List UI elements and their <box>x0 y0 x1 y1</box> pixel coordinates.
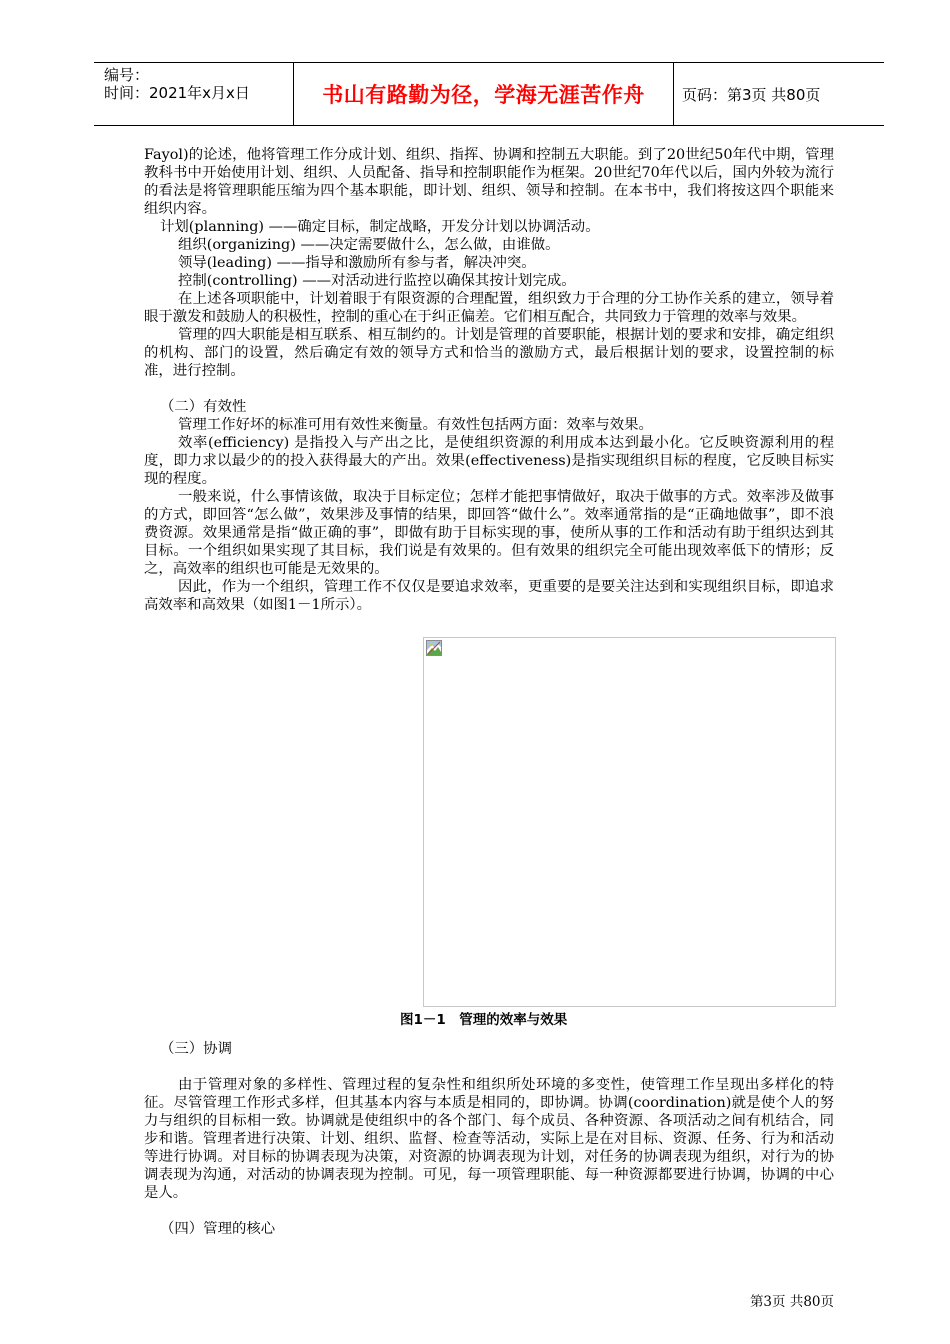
paragraph-conclusion: 因此，作为一个组织，管理工作不仅仅是要追求效率，更重要的是要关注达到和实现组织目标，即追求高效率和高效果（如图1－1所示）。 <box>144 579 834 613</box>
section-heading-effectiveness: （二）有效性 <box>160 399 247 415</box>
header-motto: 书山有路勤为径，学海无涯苦作舟 <box>322 83 645 107</box>
paragraph-efficiency-definition: 效率(efficiency) 是指投入与产出之比，是使组织资源的利用成本达到最小化。它反映资源利用的程度，即力求以最少的的投入获得最大的产出。效果(effectiveness)是指实现组织目标的程度，它反映目标实现的程度。 <box>144 435 834 487</box>
paragraph-efficiency-vs-effect: 一般来说，什么事情该做，取决于目标定位；怎样才能把事情做好，取决于做事的方式。效率涉及做事的方式，即回答“怎么做”，效果涉及事情的结果，即回答“做什么”。效率通常指的是“正确地做事”，即不浪费资源。效果通常是指“做正确的事”，即做有助于目标实现的事，使所从事的工作和活动有助于组织达到其目标。一个组织如果实现了其目标，我们说是有效果的。但有效果的组织完全可能出现效率低下的情形；反之，高效率的组织也可能是无效果的。 <box>144 489 834 577</box>
paragraph-coordination: 由于管理对象的多样性、管理过程的复杂性和组织所处环境的多变性，使管理工作呈现出多样化的特征。尽管管理工作形式多样，但其基本内容与本质是相同的，即协调。协调(coordination)就是使个人的努力与组织的目标相一致。协调就是使组织中的各个部门、每个成员、各种资源、各项活动之间有机结合，同步和谐。管理者进行决策、计划、组织、监督、检查等活动，实际上是在对目标、资源、任务、行为和活动等进行协调。对目标的协调表现为决策，对资源的协调表现为计划，对任务的协调表现为组织，对行为的协调表现为沟通，对活动的协调表现为控制。可见，每一项管理职能、每一种资源都要进行协调，协调的中心是人。 <box>144 1077 834 1201</box>
serial-number-label: 编号： <box>104 66 150 84</box>
header-page-info: 页码：第3页 共80页 <box>682 85 821 104</box>
page-footer: 第3页 共80页 <box>749 1294 834 1310</box>
time-label: 时间：2021年x月x日 <box>104 84 250 102</box>
paragraph-leading: 领导(leading) ——指导和激励所有参与者，解决冲突。 <box>178 255 536 271</box>
paragraph-functions-relation: 管理的四大职能是相互联系、相互制约的。计划是管理的首要职能，根据计划的要求和安排，确定组织的机构、部门的设置，然后确定有效的领导方式和恰当的激励方式，最后根据计划的要求，设置控制的标准，进行控制。 <box>144 327 834 379</box>
paragraph-effectiveness-intro: 管理工作好坏的标准可用有效性来衡量。有效性包括两方面：效率与效果。 <box>178 417 653 433</box>
paragraph-controlling: 控制(controlling) ——对活动进行监控以确保其按计划完成。 <box>178 273 576 289</box>
section-heading-core: （四）管理的核心 <box>160 1221 276 1237</box>
section-heading-coordination: （三）协调 <box>160 1041 232 1057</box>
paragraph-planning: 计划(planning) ——确定目标，制定战略，开发分计划以协调活动。 <box>160 219 600 235</box>
broken-image-icon <box>426 640 442 656</box>
paragraph-organizing: 组织(organizing) ——决定需要做什么，怎么做，由谁做。 <box>178 237 560 253</box>
figure-caption: 图1－1 管理的效率与效果 <box>400 1012 568 1028</box>
page-header <box>94 62 884 126</box>
header-meta-cell <box>94 63 294 125</box>
paragraph-functions-summary: 在上述各项职能中，计划着眼于有限资源的合理配置，组织致力于合理的分工协作关系的建立，领导着眼于激发和鼓励人的积极性，控制的重心在于纠正偏差。它们相互配合，共同致力于管理的效率与效果。 <box>144 291 834 325</box>
body-top <box>144 146 834 614</box>
header-page-cell <box>674 63 884 125</box>
body-bottom <box>144 1040 834 1238</box>
figure-placeholder <box>423 637 836 1007</box>
header-motto-cell <box>294 63 674 125</box>
paragraph-fayol: Fayol)的论述，他将管理工作分成计划、组织、指挥、协调和控制五大职能。到了20世纪50年代中期，管理教科书中开始使用计划、组织、人员配备、指导和控制职能作为框架。20世纪70年代以后，国内外较为流行的看法是将管理职能压缩为四个基本职能，即计划、组织、领导和控制。在本书中，我们将按这四个职能来组织内容。 <box>144 147 834 217</box>
